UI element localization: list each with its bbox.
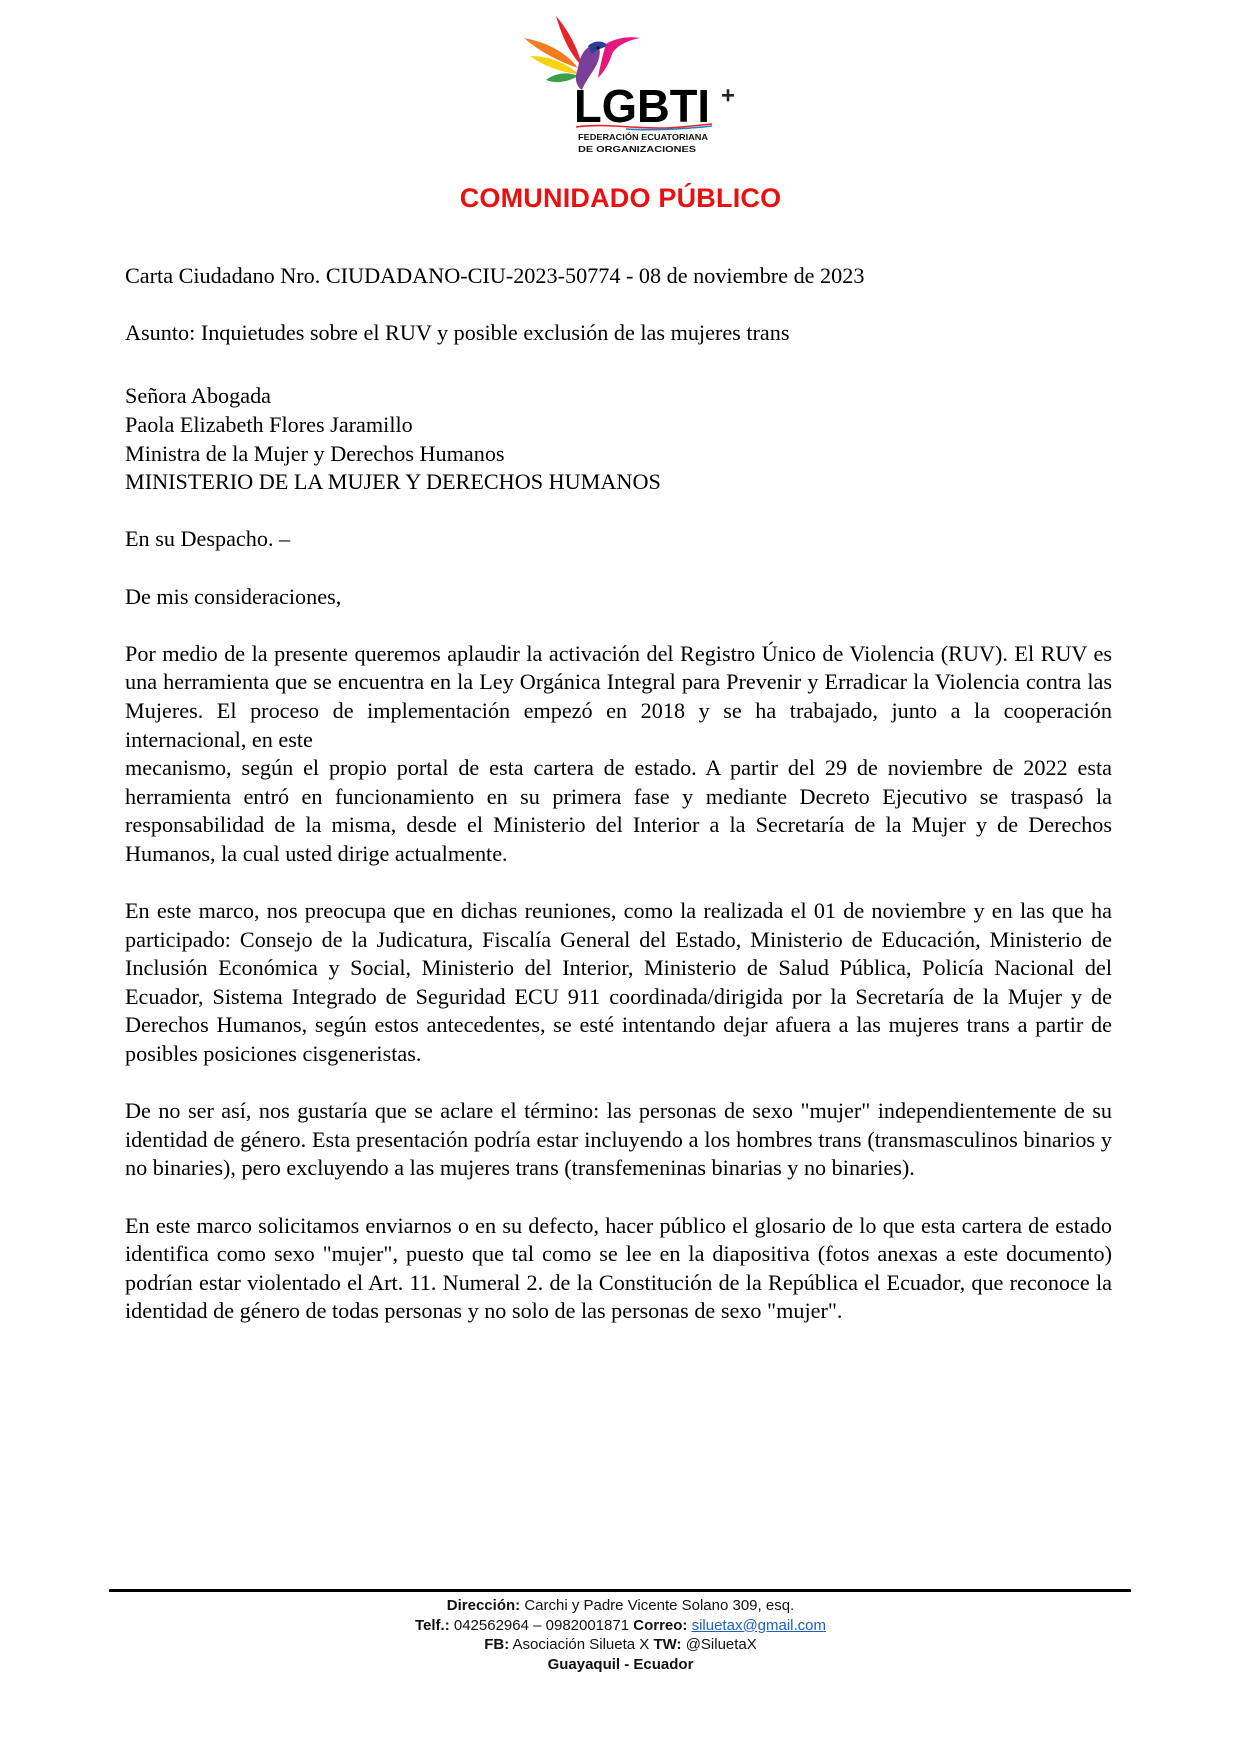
email-link[interactable]: siluetax@gmail.com <box>691 1616 827 1634</box>
letter-subject: Asunto: Inquietudes sobre el RUV y posible exclusión de las mujeres trans <box>125 320 790 346</box>
office-line: En su Despacho. – <box>125 526 291 552</box>
letter-reference: Carta Ciudadano Nro. CIUDADANO-CIU-2023-50774 - 08 de noviembre de 2023 <box>125 263 865 288</box>
spacer <box>125 348 1112 377</box>
tw-label: TW: <box>653 1636 682 1654</box>
greeting: De mis consideraciones, <box>125 583 342 609</box>
footer-social-line <box>0 1635 1241 1655</box>
paragraph-1-part-2: mecanismo, según el propio portal de esta cartera de estado. A partir del 29 de noviembre de 2022 esta herramienta entró en funcionamiento en su primera fase y mediante Decreto Ejecutivo se traspasó la responsabilidad de la misma, desde el Ministerio del Interior a la Secretaría de la Mujer y de Derechos Humanos, la cual usted dirige actualmente. <box>125 755 1112 866</box>
logo-line1 <box>578 131 708 142</box>
page-title: COMUNIDADO PÚBLICO <box>459 183 782 213</box>
paragraph-2: En este marco, nos preocupa que en dichas reuniones, como la realizada el 01 de noviembre y en las que ha participado: Consejo de la Judicatura, Fiscalía General del Estado, Ministerio de Educación, Ministerio de Inclusión Económica y Social, Ministerio del Interior, Ministerio de Salud Pública, Policía Nacional del Ecuador, Sistema Integrado de Seguridad ECU 911 coordinada/dirigida por la Secretaría de la Mujer y de Derechos Humanos, según estos antecedentes, se esté intentando dejar afuera a las mujeres trans a partir de posibles posiciones cisgeneristas. <box>125 898 1112 1067</box>
footer-contact-line <box>0 1616 1241 1636</box>
letter-body <box>125 262 1112 1326</box>
spacer <box>125 554 1112 583</box>
spacer <box>125 611 1112 640</box>
svg-text:DE ORGANIZACIONES: DE ORGANIZACIONES <box>578 144 697 154</box>
paragraph-1-part-1: Por medio de la presente queremos aplaudir la activación del Registro Único de Violencia (RUV). El RUV es una herramienta que se encuentra en la Ley Orgánica Integral para Prevenir y Erradicar la Violencia contra las Mujeres. El proceso de implementación empezó en 2018 y se ha trabajado, junto a la cooperación internacional, en este <box>125 640 1112 752</box>
bird-eye <box>596 46 599 49</box>
footer-address-line <box>0 1596 1241 1616</box>
spacer <box>125 497 1112 526</box>
federation-logo <box>516 10 746 156</box>
svg-text:LGBTI: LGBTI <box>574 80 710 132</box>
recipient-position: Ministra de la Mujer y Derechos Humanos <box>125 440 505 466</box>
hummingbird-logo-icon <box>516 10 746 156</box>
spacer <box>125 868 1112 897</box>
logo-wordmark <box>574 80 710 132</box>
recipient-name: Paola Elizabeth Flores Jaramillo <box>125 411 413 437</box>
spacer <box>125 1183 1112 1212</box>
spacer <box>125 1069 1112 1098</box>
paragraph-3: De no ser así, nos gustaría que se aclare el término: las personas de sexo "mujer" independientemente de su identidad de género. Esta presentación podría estar incluyendo a los hombres trans (transmasculinos binarios y no binaries), pero excluyendo a las mujeres trans (transfemeninas binarias y no binaries). <box>125 1098 1112 1181</box>
address-label: Dirección: <box>446 1597 521 1614</box>
fb-label: FB: <box>484 1636 510 1654</box>
logo-plus <box>722 89 734 101</box>
phone-label: Telf.: <box>414 1616 450 1634</box>
svg-text:FEDERACIÓN ECUATORIANA: FEDERACIÓN ECUATORIANA <box>578 132 697 142</box>
spacer <box>125 291 1112 320</box>
footer-city-line <box>0 1655 1241 1675</box>
footer-divider <box>109 1589 1131 1592</box>
footer <box>0 1596 1241 1674</box>
logo-line2 <box>578 144 697 154</box>
fb-value: Asociación Silueta X <box>512 1636 650 1654</box>
recipient-institution: MINISTERIO DE LA MUJER Y DERECHOS HUMANOS <box>125 469 661 495</box>
city: Guayaquil - Ecuador <box>547 1655 694 1673</box>
phone-value: 042562964 – 0982001871 <box>453 1616 630 1634</box>
address-value: Carchi y Padre Vicente Solano 309, esq. <box>524 1597 795 1614</box>
paragraph-4: En este marco solicitamos enviarnos o en su defecto, hacer público el glosario de lo que esta cartera de estado identifica como sexo "mujer", puesto que tal como se lee en la diapositiva (fotos anexas a este documento) podrían estar violentado el Art. 11. Numeral 2. de la Constitución de la República el Ecuador, que reconoce la identidad de género de todas personas y no solo de las personas de sexo "mujer". <box>125 1212 1112 1324</box>
tw-value: @SiluetaX <box>685 1636 757 1654</box>
recipient-title: Señora Abogada <box>125 383 272 409</box>
email-label: Correo: <box>633 1616 688 1634</box>
